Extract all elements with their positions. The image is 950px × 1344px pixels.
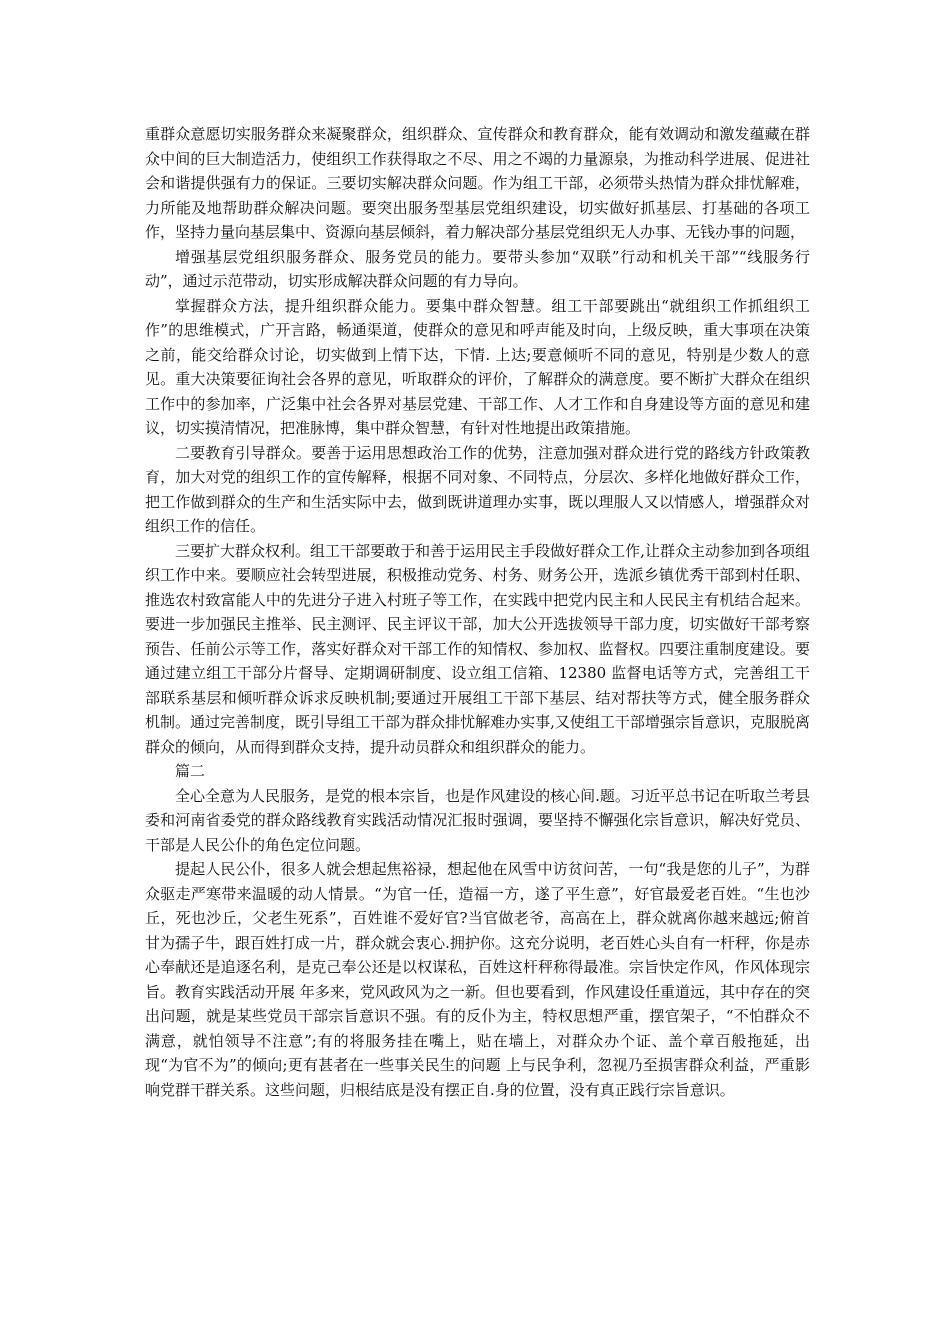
paragraph-1: 重群众意愿切实服务群众来凝聚群众，组织群众、宣传群众和教育群众，能有效调动和激发蕴藏在群众中间的巨大制造活力，使组织工作获得取之不尽、用之不竭的力量源泉，为推动科学进展、促进社会和谐提供强有力的保证。三要切实解决群众问题。作为组工干部，必须带头热情为群众排忧解难，力所能及地帮助群众解决问题。要突出服务型基层党组织建设，切实做好抓基层、打基础的各项工作，坚持力量向基层集中、资源向基层倾斜，着力解决部分基层党组织无人办事、无钱办事的问题， <box>145 125 810 241</box>
document-page <box>145 122 810 1102</box>
paragraph-2: 增强基层党组织服务群众、服务党员的能力。要带头参加“双联”行动和机关干部”“线服务行动”，通过示范带动，切实形成解决群众问题的有力导向。 <box>145 247 810 290</box>
paragraph-4: 二要教育引导群众。要善于运用思想政治工作的优势，注意加强对群众进行党的路线方针政策教育，加大对党的组织工作的宣传解释，根据不同对象、不同特点，分层次、多样化地做好群众工作，把工作做到群众的生产和生活实际中去，做到既讲道理办实事，既以理服人又以情感人，增强群众对组织工作的信任。 <box>145 443 810 535</box>
paragraph-5: 三要扩大群众权利。组工干部要敢于和善于运用民主手段做好群众工作,让群众主动参加到各项组织工作中来。要顺应社会转型进展，积极推动党务、村务、财务公开，选派乡镇优秀干部到村任职、推选农村致富能人中的先进分子进入村班子等工作，在实践中把党内民主和人民民主有机结合起来。要进一步加强民主推举、民主测评、民主评议干部，加大公开选拔领导干部力度，切实做好干部考察预告、任前公示等工作，落实好群众对干部工作的知情权、参加权、监督权。四要注重制度建设。要通过建立组工干部分片督导、定期调研制度、设立组工信箱、12380 监督电话等方式，完善组工干部联系基层和倾听群众诉求反映机制;要通过开展组工干部下基层、结对帮扶等方式，健全服务群众机制。通过完善制度，既引导组工干部为群众排忧解难办实事,又使组工干部增强宗旨意识，克服脱离群众的倾向，从而得到群众支持，提升动员群众和组织群众的能力。 <box>145 541 810 756</box>
paragraph-6: 全心全意为人民服务，是党的根本宗旨，也是作风建设的核心间.题。习近平总书记在听取兰考县委和河南省委党的群众路线教育实践活动情况汇报时强调，要坚持不懈强化宗旨意识，解决好党员、干部是人民公仆的角色定位问题。 <box>145 786 810 854</box>
paragraph-3: 掌握群众方法，提升组织群众能力。要集中群众智慧。组工干部要跳出“就组织工作抓组织工作”的思维模式，广开言路，畅通渠道，使群众的意见和呼声能及时向，上级反映，重大事项在决策之前，能交给群众讨论，切实做到上情下达，下情. 上达;要意倾听不同的意见，特别是少数人的意见。重大决策要征询社会各界的意见，听取群众的评价，了解群众的满意度。要不断扩大群众在组织工作中的参加率，广泛集中社会各界对基层党建、干部工作、人才工作和自身建设等方面的意见和建议，切实摸清情况，把准脉博，集中群众智慧，有针对性地提出政策措施。 <box>145 296 810 437</box>
paragraph-7: 提起人民公仆，很多人就会想起焦裕禄，想起他在风雪中访贫问苦，一句“我是您的儿子”，为群众驱走严寒带来温暖的动人情景。“为官一任，造福一方，遂了平生意”，好官最爱老百姓。“生也沙丘，死也沙丘，父老生死系”，百姓谁不爱好官?当官做老爷，高高在上，群众就离你越来越远;俯首甘为孺子牛，跟百姓打成一片，群众就会衷心.拥护你。这充分说明，老百姓心头自有一杆秤，你是赤心奉献还是追逐名利，是克己奉公还是以权谋私，百姓这杆秤称得最准。宗旨快定作风，作风体现宗旨。教育实践活动开展 年多来，党风政风为之一新。但也要看到，作风建设任重道远，其中存在的突出问题，就是某些党员干部宗旨意识不强。有的反仆为主，特权思想严重，摆官架子，“不怕群众不满意，就怕领导不注意”;有的将服务挂在嘴上，贴在墙上，对群众办个证、盖个章百般拖延，出现“为官不为”的倾向;更有甚者在一些事关民生的问题 上与民争利，忽视乃至损害群众利益，严重影响党群干群关系。这些问题，归根结底是没有摆正自.身的位置，没有真正践行宗旨意识。 <box>145 860 810 1099</box>
section-heading-pian-er: 篇二 <box>175 762 206 780</box>
